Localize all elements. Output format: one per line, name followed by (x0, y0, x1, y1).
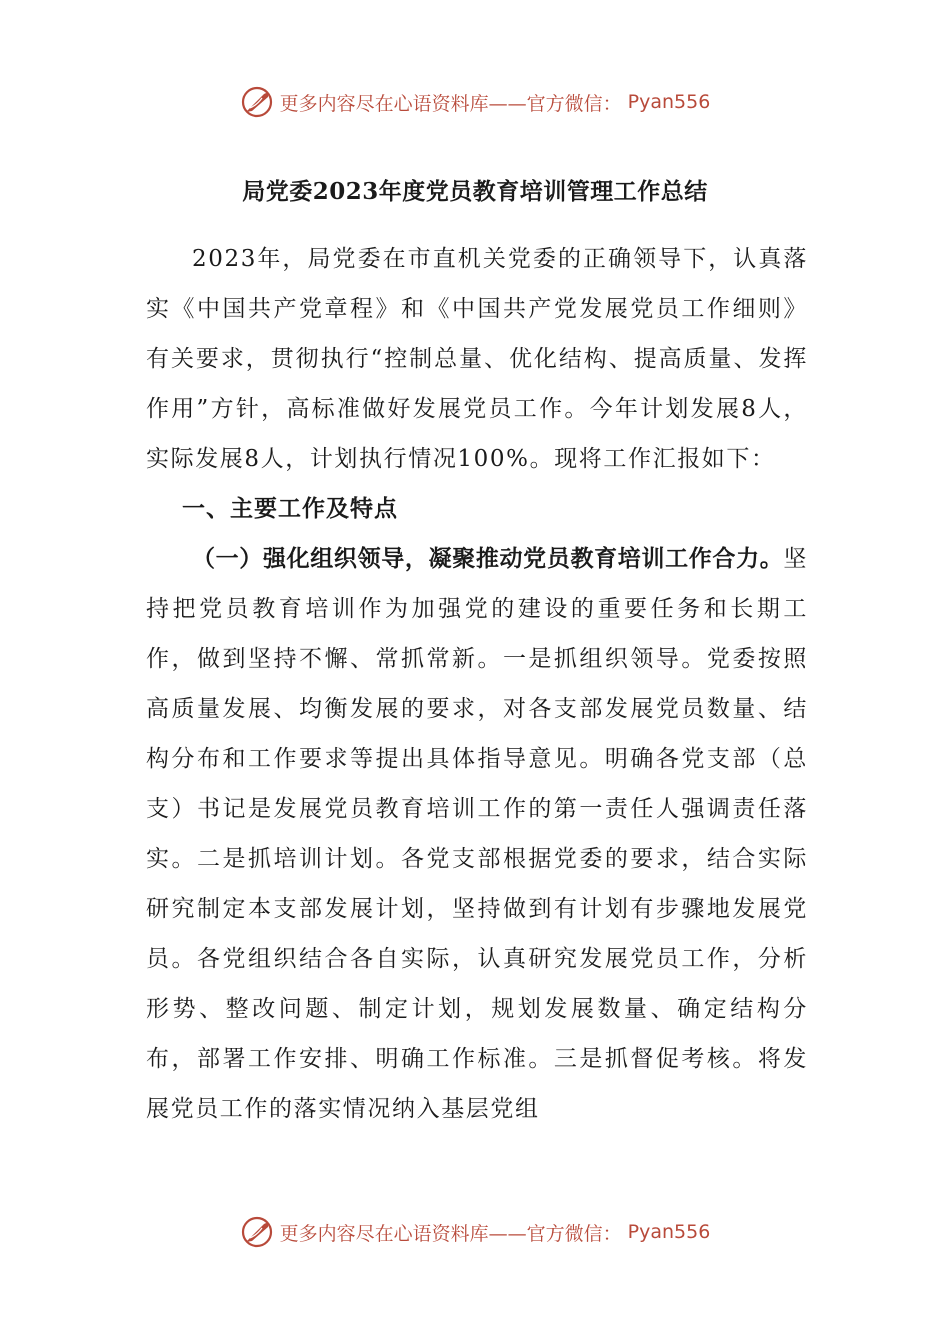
watermark-wechat-id: Pyan556 (627, 91, 711, 113)
document-title: 局党委2023年度党员教育培训管理工作总结 (242, 178, 708, 205)
subsection-heading: （一）强化组织领导，凝聚推动党员教育培训工作合力。 (192, 546, 784, 572)
watermark-wechat-id: Pyan556 (627, 1221, 711, 1243)
watermark-text: 更多内容尽在心语资料库——官方微信： (279, 92, 622, 115)
quill-logo-icon (240, 85, 274, 119)
watermark-banner-bottom (0, 1212, 950, 1252)
subsection-body: 坚持把党员教育培训作为加强党的建设的重要任务和长期工作，做到坚持不懈、常抓常新。一是抓组织领导。党委按照高质量发展、均衡发展的要求，对各支部发展党员数量、结构分布和工作要求等提出具体指导意见。明确各党支部（总支）书记是发展党员教育培训工作的第一责任人强调责任落实。二是抓培训计划。各党支部根据党委的要求，结合实际研究制定本支部发展计划，坚持做到有计划有步骤地发展党员。各党组织结合各自实际，认真研究发展党员工作，分析形势、整改问题、制定计划，规划发展数量、确定结构分布，部署工作安排、明确工作标准。三是抓督促考核。将发展党员工作的落实情况纳入基层党组 (146, 546, 808, 1122)
document-body (146, 234, 808, 1134)
section-heading: 一、主要工作及特点 (182, 496, 398, 522)
quill-logo-icon (240, 1215, 274, 1249)
watermark-banner-top (0, 82, 950, 122)
watermark-text: 更多内容尽在心语资料库——官方微信： (279, 1222, 622, 1245)
intro-paragraph: 2023年，局党委在市直机关党委的正确领导下，认真落实《中国共产党章程》和《中国共产党发展党员工作细则》有关要求，贯彻执行“控制总量、优化结构、提高质量、发挥作用”方针，高标准做好发展党员工作。今年计划发展8人，实际发展8人，计划执行情况100%。现将工作汇报如下： (146, 246, 808, 472)
subsection-paragraph (146, 534, 808, 1134)
